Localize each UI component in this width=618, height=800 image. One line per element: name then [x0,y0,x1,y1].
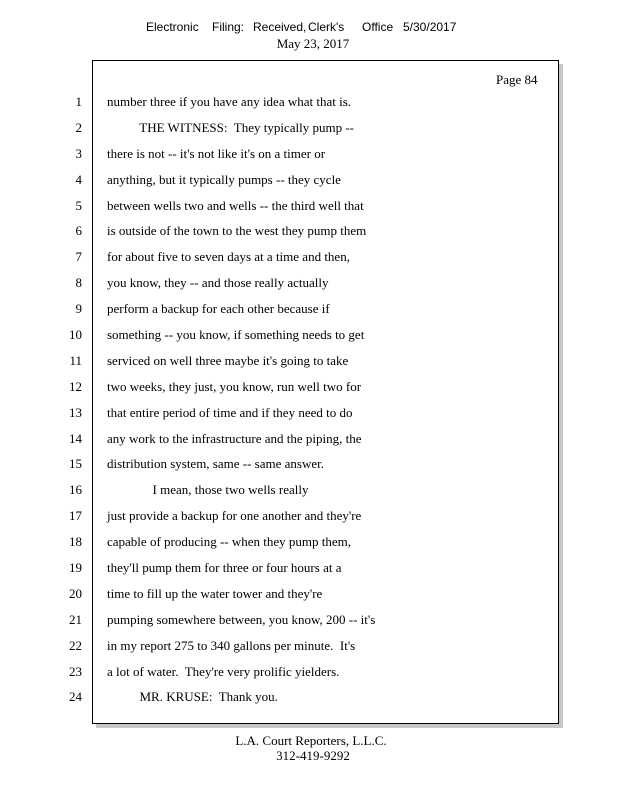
transcript-line: they'll pump them for three or four hours at a [107,560,342,576]
stamp-office: Office [362,20,394,34]
page-number: Page 84 [496,72,538,87]
line-number: 8 [75,275,82,291]
hearing-date: May 23, 2017 [276,36,350,51]
transcript-line: between wells two and wells -- the third well that [107,197,364,213]
transcript-line: is outside of the town to the west they pump them [107,223,367,239]
stamp-date: 5/30/2017 [403,20,457,34]
stamp-received: Received, [253,20,307,34]
reporter-phone: 312-419-9292 [276,748,350,763]
line-number: 1 [75,94,82,109]
transcript-line: you know, they -- and those really actually [107,275,329,291]
line-number: 24 [69,689,82,705]
transcript-line: something -- you know, if something needs to get [107,327,365,343]
transcript-line: two weeks, they just, you know, run well two for [107,378,362,394]
transcript-line: there is not -- it's not like it's on a timer or [107,145,326,161]
transcript-line: that entire period of time and if they need to do [107,404,353,420]
transcript-line: number three if you have any idea what that is. [107,94,352,109]
line-number: 22 [69,637,82,653]
transcript-line: a lot of water. They're very prolific yielders. [107,663,340,679]
stamp-electronic: Electronic [146,20,199,34]
transcript-line: perform a backup for each other because if [107,301,330,317]
transcript-line: serviced on well three maybe it's going to take [107,352,349,368]
line-number-column [52,94,82,715]
transcript-line: pumping somewhere between, you know, 200 -- it's [107,611,376,627]
line-number: 4 [75,171,82,187]
transcript-line: for about five to seven days at a time and then, [107,249,350,265]
transcript-line: just provide a backup for one another and they're [107,508,362,524]
line-number: 13 [69,404,82,420]
line-number: 19 [69,560,82,576]
line-number: 5 [75,197,82,213]
transcript-line: time to fill up the water tower and they're [107,585,323,601]
electronic-filing-stamp [0,20,618,36]
reporter-company: L.A. Court Reporters, L.L.C. [235,733,387,748]
line-number: 10 [69,327,82,343]
transcript-text [107,94,547,715]
line-number: 23 [69,663,82,679]
line-number: 2 [75,119,82,135]
transcript-line: anything, but it typically pumps -- they cycle [107,171,341,187]
line-number: 14 [69,430,82,446]
line-number: 3 [75,145,82,161]
stamp-clerks: Clerk's [308,20,345,34]
line-number: 20 [69,585,82,601]
transcript-line: MR. KRUSE: Thank you. [107,689,278,705]
line-number: 11 [69,352,82,368]
transcript-line: capable of producing -- when they pump them, [107,534,352,550]
transcript-line: distribution system, same -- same answer. [107,456,324,472]
stamp-filing: Filing: [212,20,245,34]
line-number: 18 [69,534,82,550]
line-number: 12 [69,378,82,394]
line-number: 21 [69,611,82,627]
line-number: 17 [69,508,82,524]
transcript-line: in my report 275 to 340 gallons per minute. It's [107,637,356,653]
line-number: 15 [69,456,82,472]
line-number: 9 [75,301,82,317]
transcript-line: any work to the infrastructure and the piping, the [107,430,362,446]
line-number: 7 [75,249,82,265]
line-number: 16 [69,482,82,498]
transcript-line: THE WITNESS: They typically pump -- [107,119,354,135]
line-number: 6 [75,223,82,239]
transcript-line: I mean, those two wells really [107,482,309,498]
